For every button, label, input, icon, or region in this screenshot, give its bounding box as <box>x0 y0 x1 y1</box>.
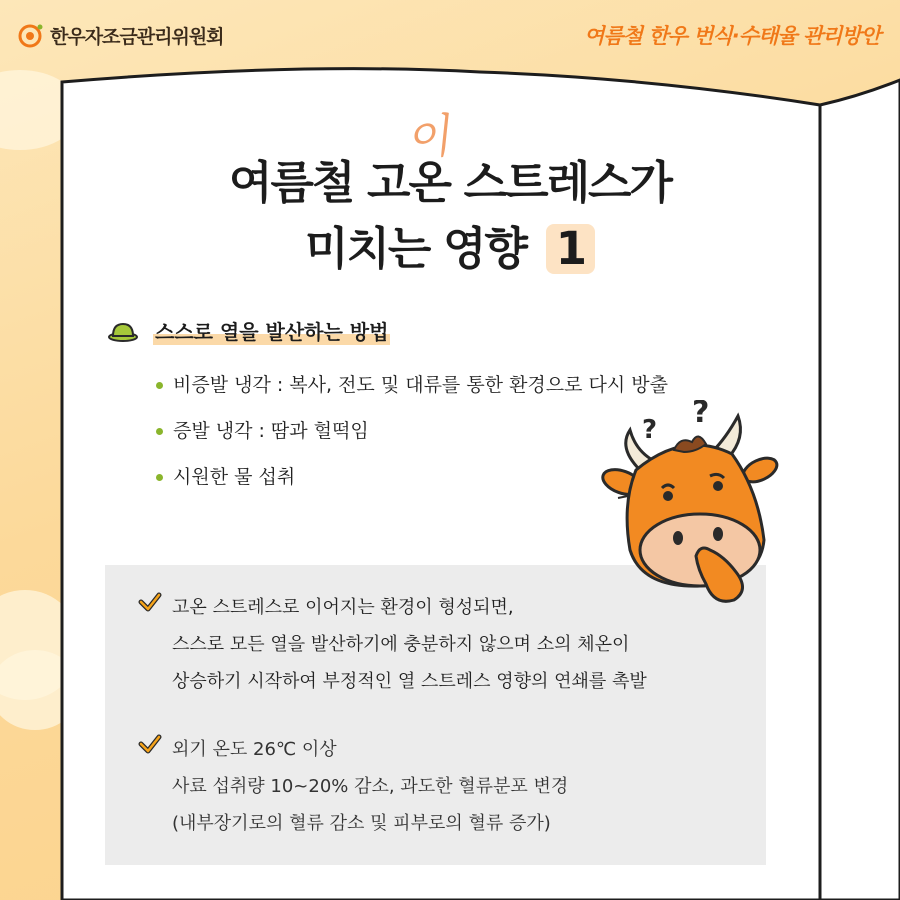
info-line: 상승하기 시작하여 부정적인 열 스트레스 영향의 연쇄를 촉발 <box>172 671 647 692</box>
bullet-list <box>156 362 668 500</box>
info-block-1 <box>138 589 647 700</box>
info-block-1-text <box>172 589 647 700</box>
hat-icon <box>107 320 139 342</box>
info-box <box>105 565 766 865</box>
check-icon <box>138 732 162 756</box>
cow-mascot <box>600 400 780 610</box>
list-item <box>156 454 668 500</box>
list-item-text: 증발 냉각 : 땀과 헐떡임 <box>173 420 369 442</box>
list-item <box>156 408 668 454</box>
info-line: 외기 온도 26℃ 이상 <box>172 739 337 760</box>
bullet-dot <box>156 382 163 389</box>
check-icon <box>138 590 162 614</box>
question-mark-icon: ? <box>642 415 658 445</box>
info-line: 고온 스트레스로 이어지는 환경이 형성되면, <box>172 597 514 618</box>
title-scribble: 이 <box>401 108 454 168</box>
logo-text: 한우자조금관리위원회 <box>50 25 224 48</box>
page-title <box>0 150 900 282</box>
title-number-badge: 1 <box>546 224 595 274</box>
info-line: (내부장기로의 혈류 감소 및 피부로의 혈류 증가) <box>172 813 551 834</box>
info-block-2-text <box>172 731 568 842</box>
bullet-dot <box>156 428 163 435</box>
section-heading-label: 스스로 열을 발산하는 방법 <box>153 316 390 345</box>
list-item <box>156 362 668 408</box>
section-heading <box>107 316 390 345</box>
header-title: 여름철 한우 번식·수태율 관리방안 <box>584 24 880 48</box>
list-item-text: 비증발 냉각 : 복사, 전도 및 대류를 통한 환경으로 다시 방출 <box>173 374 668 396</box>
info-line: 스스로 모든 열을 발산하기에 충분하지 않으며 소의 체온이 <box>172 634 630 655</box>
info-block-2 <box>138 731 568 842</box>
list-item-text: 시원한 물 섭취 <box>173 466 296 488</box>
info-line: 사료 섭취량 10~20% 감소, 과도한 혈류분포 변경 <box>172 776 569 797</box>
title-line-2 <box>0 216 900 282</box>
title-line-1: 여름철 고온 스트레스가 <box>228 156 672 209</box>
question-mark-icon: ? <box>692 400 710 430</box>
bullet-dot <box>156 474 163 481</box>
title-line-2-text: 미치는 영향 <box>304 222 527 275</box>
